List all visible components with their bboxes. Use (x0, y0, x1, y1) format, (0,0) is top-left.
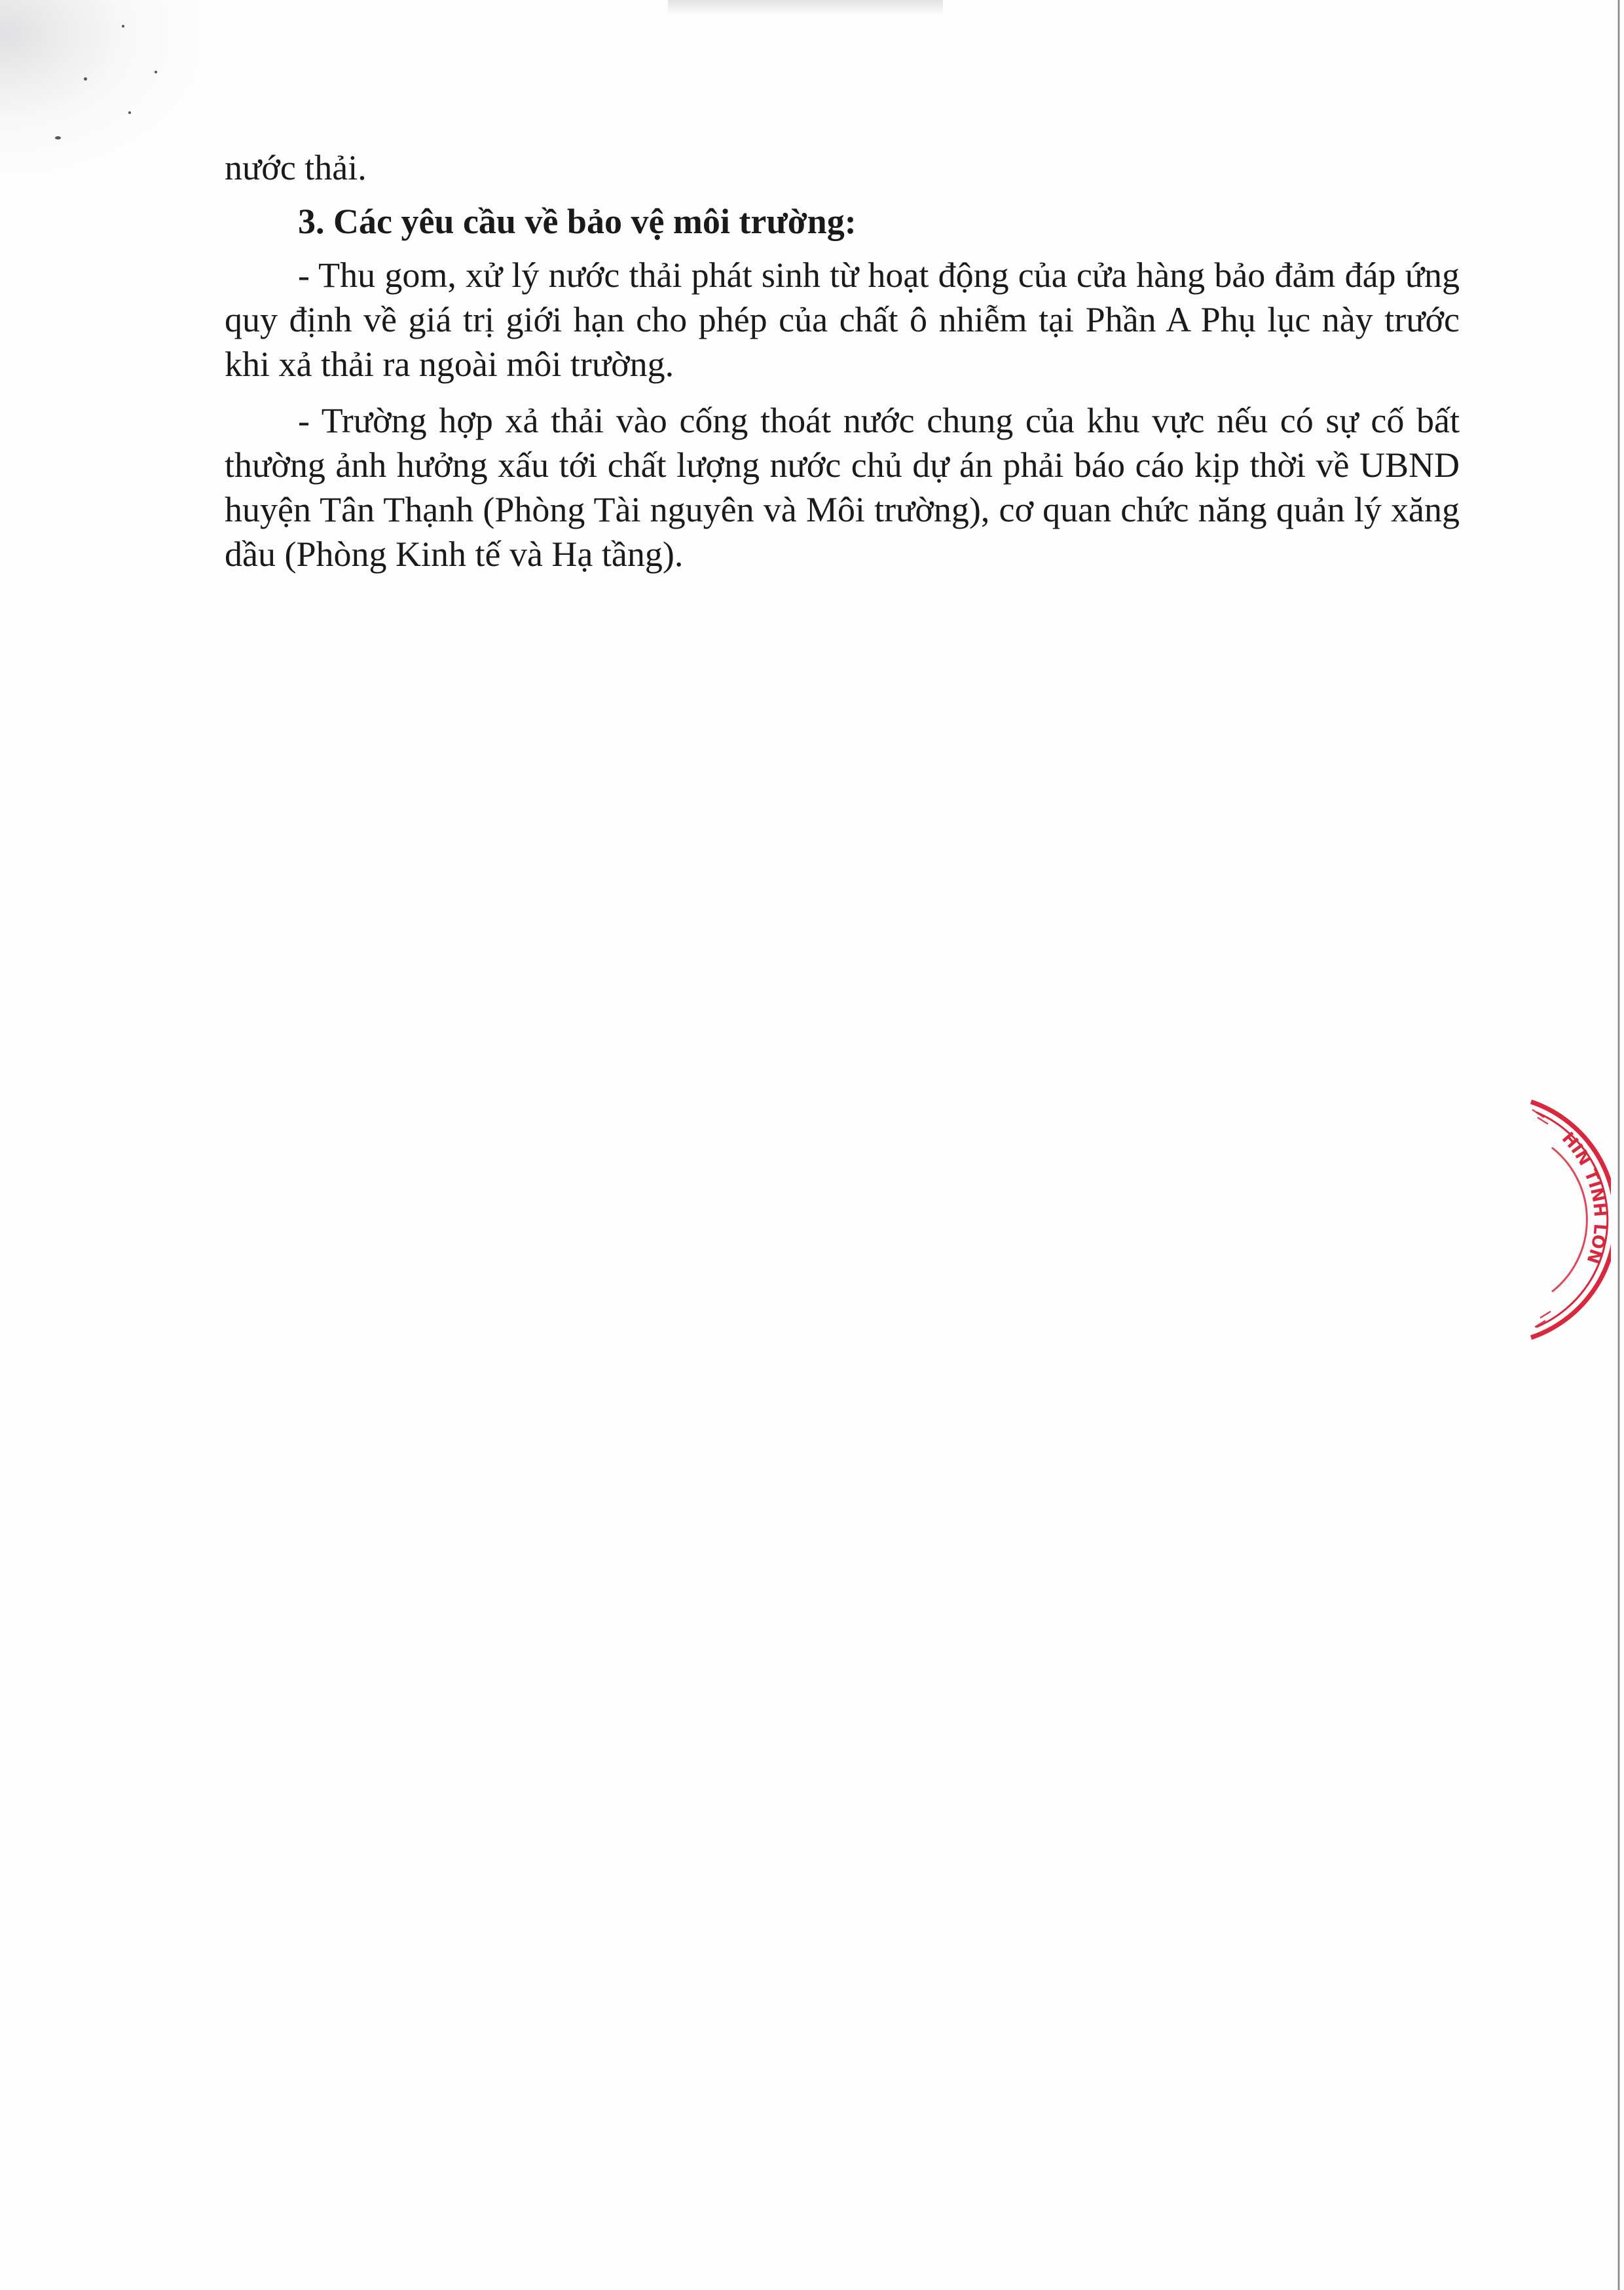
page-edge (1617, 0, 1620, 2290)
scan-speck (55, 136, 61, 140)
section-heading: 3. Các yêu cầu về bảo vệ môi trường: (298, 202, 857, 241)
document-body (225, 145, 1460, 576)
continuation-text: nước thải. (225, 148, 367, 187)
scan-shadow (0, 0, 196, 170)
scan-speck (122, 25, 124, 28)
scan-speck (84, 77, 87, 81)
svg-text:HIN TINH LON: HIN TINH LON (1557, 1129, 1610, 1266)
red-seal-stamp (1526, 1095, 1611, 1344)
scan-speck (155, 71, 157, 73)
paragraph-collection: - Thu gom, xử lý nước thải phát sinh từ hoạt động của cửa hàng bảo đảm đáp ứng quy định về giá trị giới hạn cho phép của chất ô nhiễm tại Phần A Phụ lục này trước khi xả thải ra ngoài môi trường. (225, 255, 1460, 384)
paragraph-incident: - Trường hợp xả thải vào cống thoát nước chung của khu vực nếu có sự cố bất thường ảnh hưởng xấu tới chất lượng nước chủ dự án phải báo cáo kịp thời về UBND huyện Tân Thạnh (Phòng Tài nguyên và Môi trường), cơ quan chức năng quản lý xăng dầu (Phòng Kinh tế và Hạ tầng). (225, 401, 1460, 574)
scan-shadow-top (668, 0, 943, 14)
scan-speck (128, 111, 131, 114)
